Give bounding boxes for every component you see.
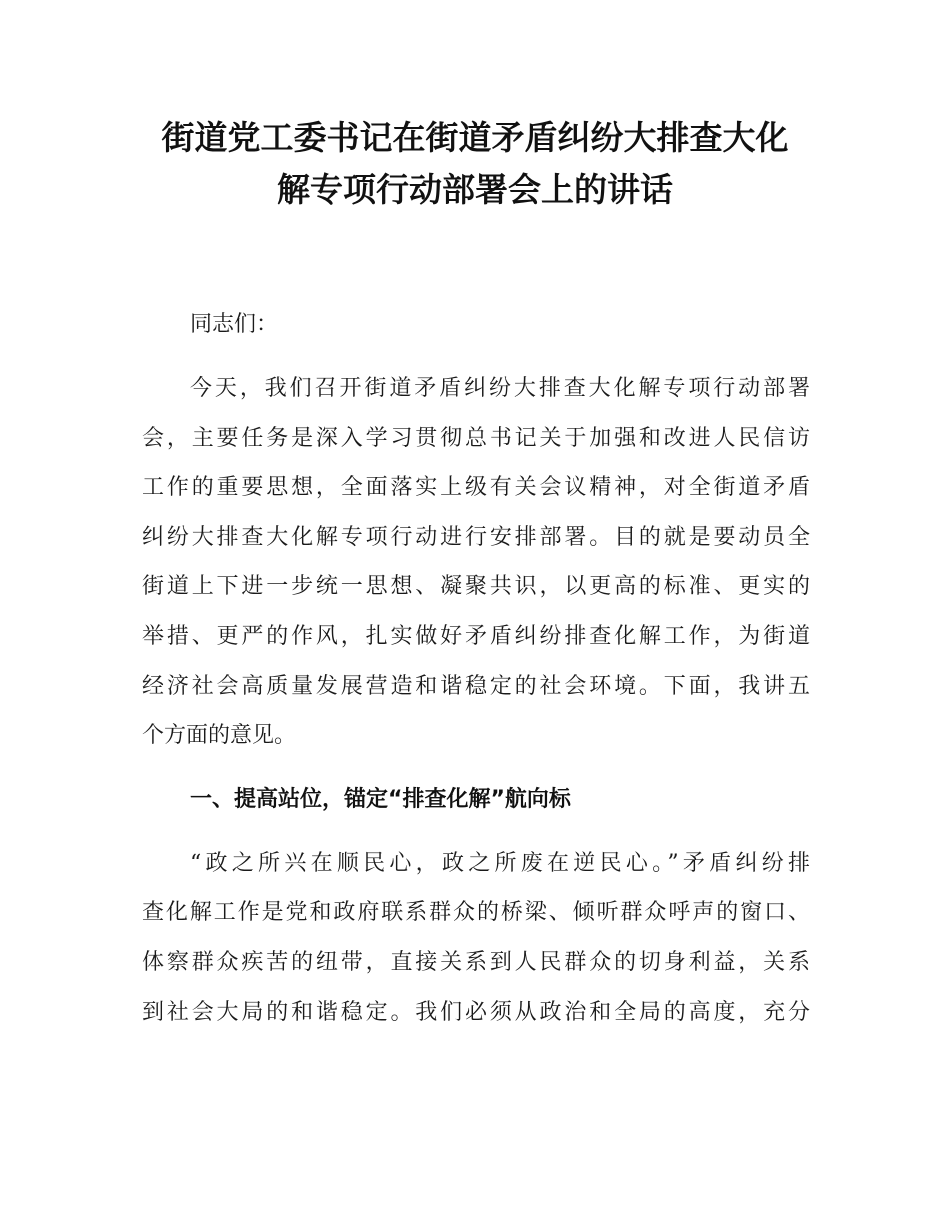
paragraph-line: 体察群众疾苦的纽带，直接关系到人民群众的切身利益，关系 [142, 949, 810, 975]
section-heading: 一、提高站位，锚定“排查化解”航向标 [190, 786, 571, 812]
title-line: 解专项行动部署会上的讲话 [277, 170, 673, 209]
document-title [120, 112, 830, 216]
paragraph-line: 经济社会高质量发展营造和谐稳定的社会环境。下面，我讲五 [142, 673, 810, 699]
paragraph-opening [142, 364, 810, 761]
paragraph-line: 纠纷大排查大化解专项行动进行安排部署。目的就是要动员全 [142, 524, 810, 550]
paragraph-line: 个方面的意见。 [142, 723, 297, 749]
paragraph-line: 到社会大局的和谐稳定。我们必须从政治和全局的高度，充分 [142, 999, 810, 1025]
paragraph-line: 街道上下进一步统一思想、凝聚共识，以更高的标准、更实的 [142, 574, 810, 600]
paragraph-section1 [142, 839, 810, 1037]
document-body [142, 300, 810, 1051]
paragraph-line: 查化解工作是党和政府联系群众的桥梁、倾听群众呼声的窗口、 [142, 900, 810, 926]
paragraph-line: 会，主要任务是深入学习贯彻总书记关于加强和改进人民信访 [142, 425, 810, 451]
paragraph-line: 工作的重要思想，全面落实上级有关会议精神，对全街道矛盾 [142, 475, 810, 501]
paragraph-line: 今天，我们召开街道矛盾纠纷大排查大化解专项行动部署 [190, 376, 810, 401]
title-line: 街道党工委书记在街道矛盾纠纷大排查大化 [161, 118, 789, 157]
salutation: 同志们： [190, 312, 279, 337]
paragraph-line: 举措、更严的作风，扎实做好矛盾纠纷排查化解工作，为街道 [142, 623, 810, 649]
paragraph-line: “政之所兴在顺民心，政之所废在逆民心。”矛盾纠纷排 [190, 850, 810, 876]
